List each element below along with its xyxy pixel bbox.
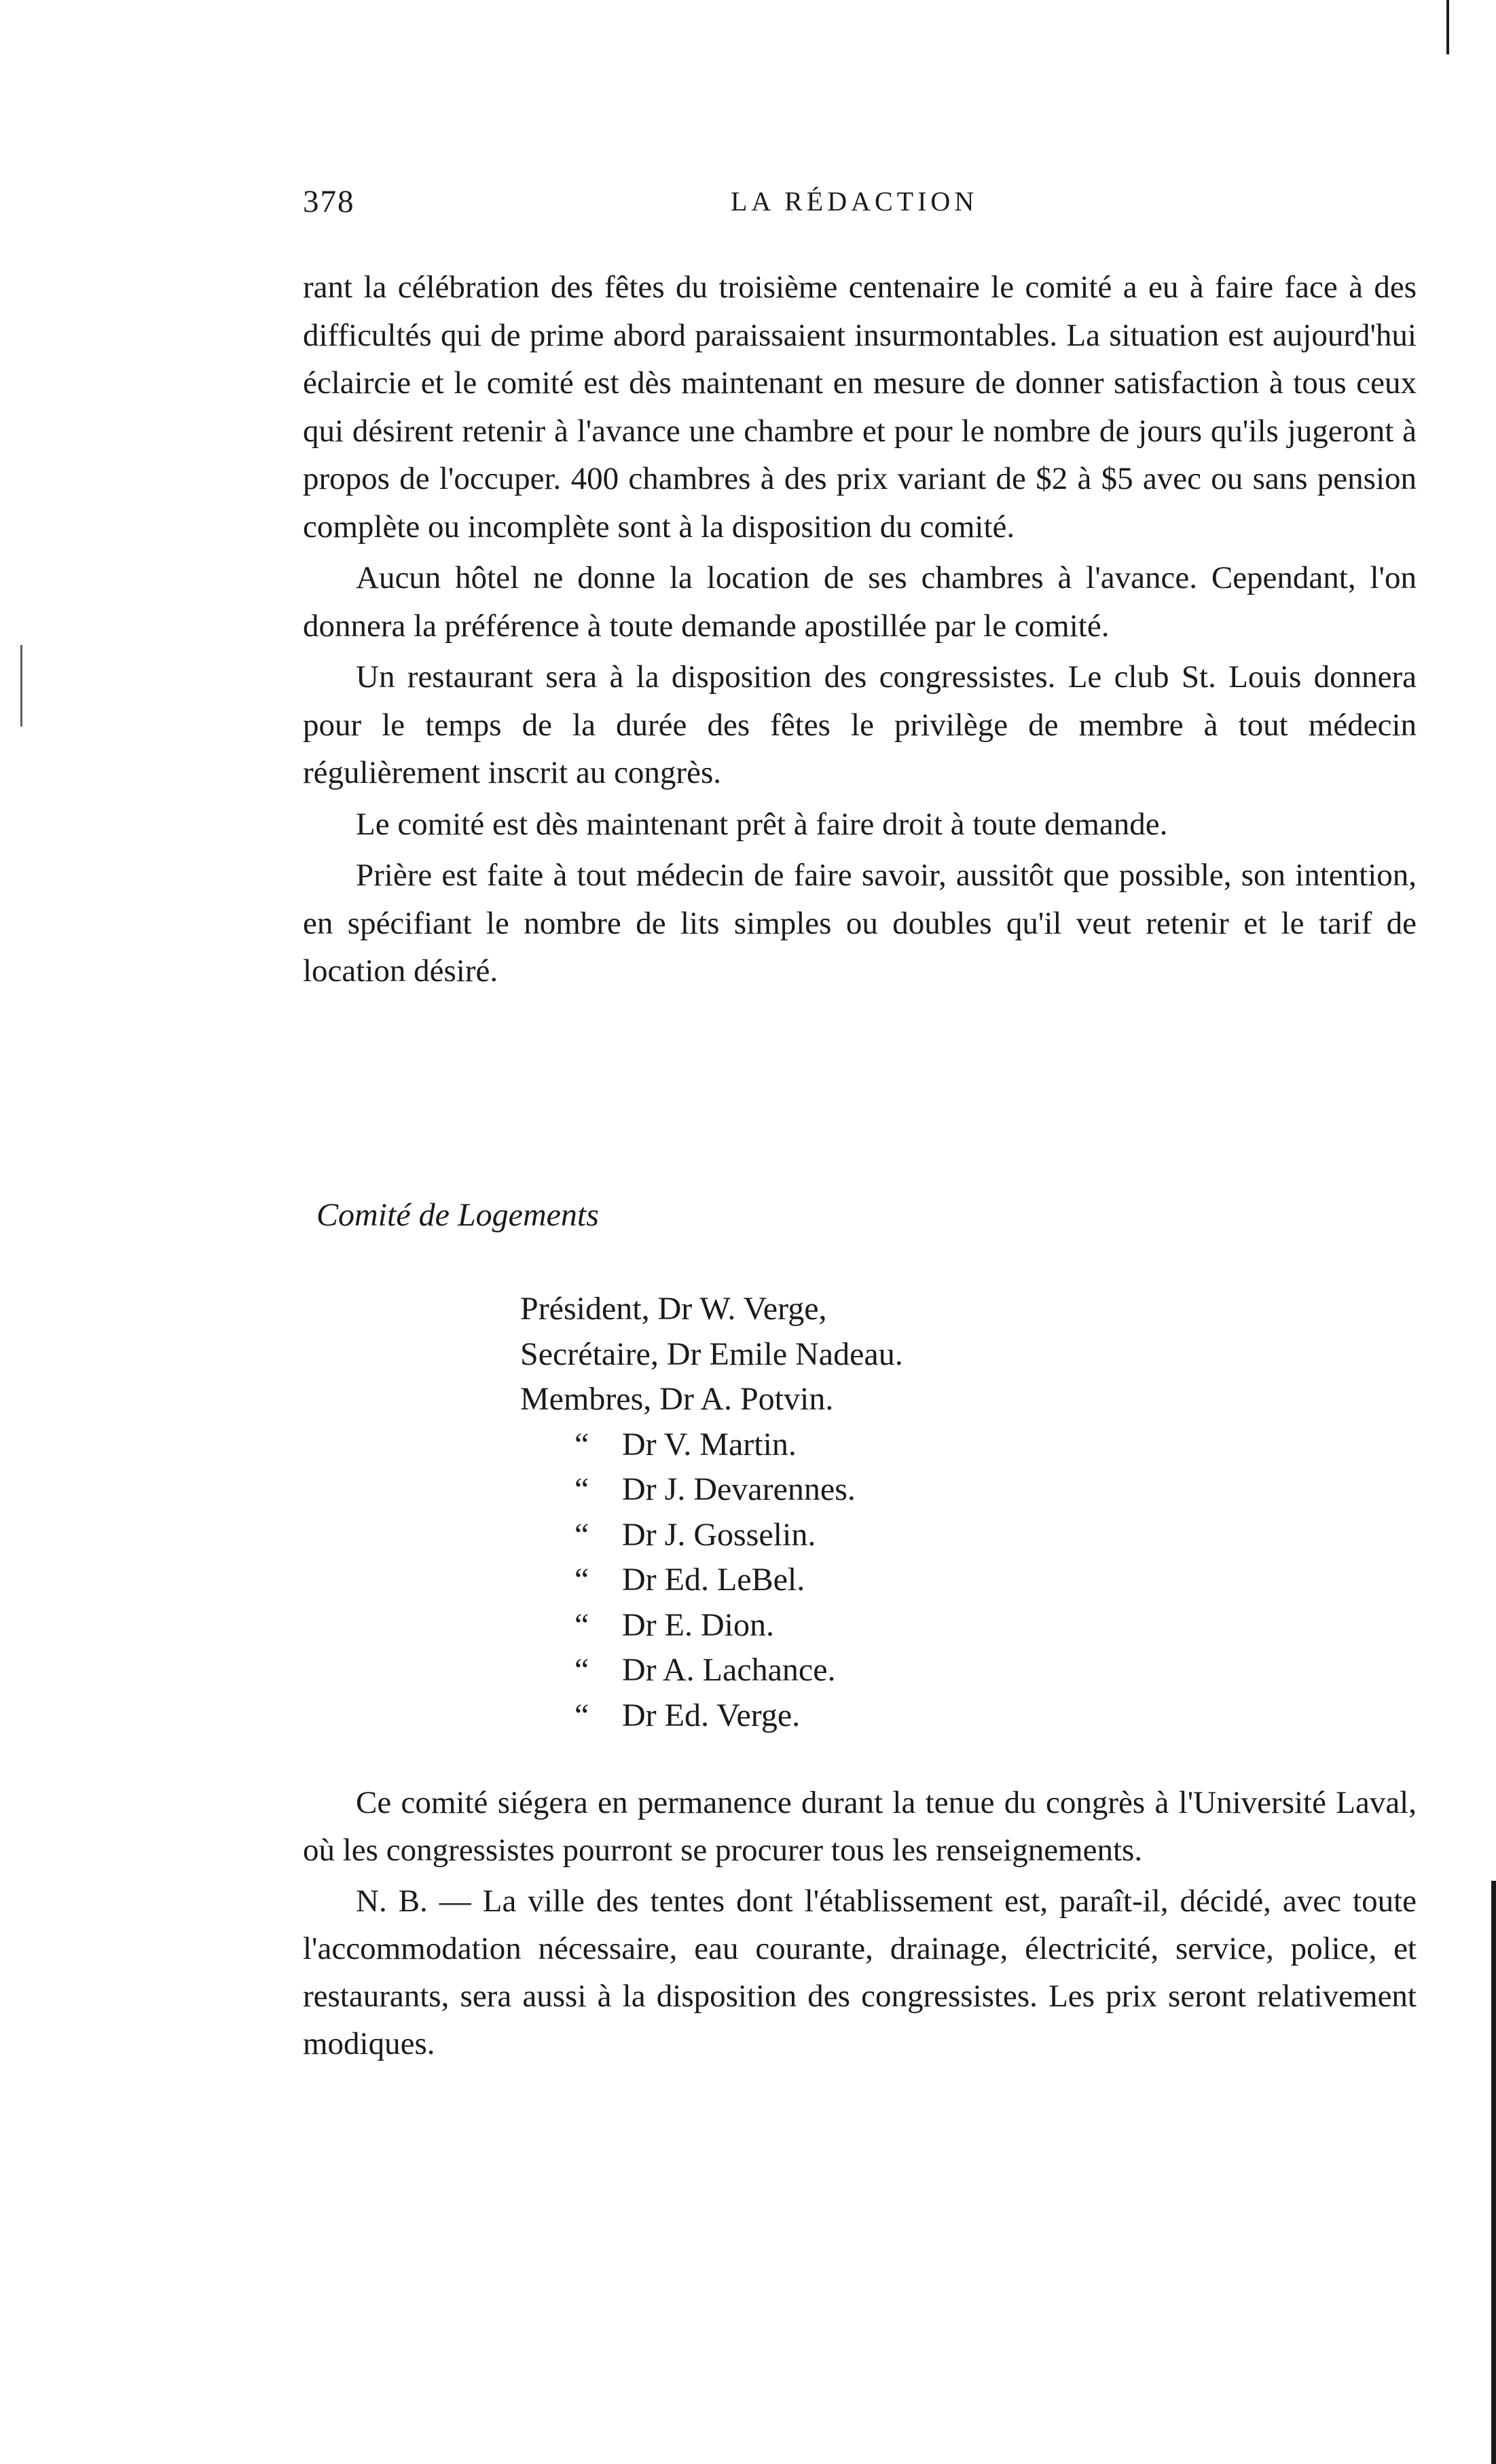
closing-text xyxy=(303,1779,1417,2071)
member-role: Membres, xyxy=(520,1381,652,1417)
ditto-mark: “ xyxy=(574,1652,589,1688)
page-header xyxy=(303,178,1423,225)
member-row xyxy=(520,1467,903,1513)
member-name: Dr Emile Nadeau. xyxy=(666,1336,903,1372)
running-title: LA RÉDACTION xyxy=(731,186,979,217)
member-row xyxy=(520,1332,903,1378)
member-role: Président, xyxy=(520,1291,650,1327)
paragraph: N. B. — La ville des tentes dont l'établissement est, paraît-il, décidé, avec toute l'accommodation nécessaire, eau courante, drainage, électricité, service, police, et restaurants, sera aussi à la disposition des congressistes. Les prix seront relativement modiques. xyxy=(303,1883,1417,2061)
paragraph: Le comité est dès maintenant prêt à faire droit à toute demande. xyxy=(356,806,1168,842)
ditto-mark: “ xyxy=(574,1426,589,1463)
member-row xyxy=(520,1648,903,1693)
member-name: Dr Ed. LeBel. xyxy=(622,1562,805,1598)
paragraph: Un restaurant sera à la disposition des congressistes. Le club St. Louis donnera pour le temps de la durée des fêtes le privilège de membre à tout médecin régulièrement inscrit au congrès. xyxy=(303,659,1417,790)
member-row xyxy=(520,1422,903,1468)
member-role: Secrétaire, xyxy=(520,1336,659,1372)
paragraph: Ce comité siégera en permanence durant la tenue du congrès à l'Université Laval, où les congressistes pourront se procurer tous les renseignements. xyxy=(303,1785,1417,1868)
member-name: Dr V. Martin. xyxy=(622,1426,797,1463)
ditto-mark: “ xyxy=(574,1697,589,1733)
member-row xyxy=(520,1377,903,1422)
body-text xyxy=(303,263,1417,999)
scan-edge-mark xyxy=(20,645,22,727)
page-number: 378 xyxy=(303,184,355,219)
member-row xyxy=(520,1603,903,1649)
ditto-mark: “ xyxy=(574,1606,589,1643)
committee-members-list xyxy=(520,1287,903,1738)
scan-edge-mark xyxy=(1491,1881,1496,2464)
member-name: Dr A. Potvin. xyxy=(659,1381,834,1417)
paragraph: rant la célébration des fêtes du troisième centenaire le comité a eu à faire face à des difficultés qui de prime abord paraissaient insurmontables. La situation est aujourd'hui éclaircie et le comité est dès maintenant en mesure de donner satisfaction à tous ceux qui désirent retenir à l'avance une chambre et pour le nombre de jours qu'ils jugeront à propos de l'occuper. 400 chambres à des prix variant de $2 à $5 avec ou sans pension complète ou incomplète sont à la disposition du comité. xyxy=(303,270,1417,545)
member-row xyxy=(520,1287,903,1332)
paragraph: Prière est faite à tout médecin de faire savoir, aussitôt que possible, son intention, en spécifiant le nombre de lits simples ou doubles qu'il veut retenir et le tarif de location désiré. xyxy=(303,858,1417,989)
member-name: Dr W. Verge, xyxy=(657,1291,827,1327)
member-row xyxy=(520,1693,903,1739)
member-row xyxy=(520,1558,903,1603)
member-row xyxy=(520,1513,903,1558)
member-name: Dr J. Gosselin. xyxy=(622,1516,816,1553)
ditto-mark: “ xyxy=(574,1562,589,1598)
member-name: Dr E. Dion. xyxy=(622,1606,774,1643)
member-name: Dr J. Devarennes. xyxy=(622,1471,856,1507)
scan-edge-mark xyxy=(1446,0,1449,54)
committee-heading: Comité de Logements xyxy=(316,1197,599,1233)
ditto-mark: “ xyxy=(574,1516,589,1553)
member-name: Dr A. Lachance. xyxy=(622,1652,836,1688)
paragraph: Aucun hôtel ne donne la location de ses chambres à l'avance. Cependant, l'on donnera la préférence à toute demande apostillée par le comité. xyxy=(303,560,1417,644)
member-name: Dr Ed. Verge. xyxy=(622,1697,801,1733)
ditto-mark: “ xyxy=(574,1471,589,1507)
